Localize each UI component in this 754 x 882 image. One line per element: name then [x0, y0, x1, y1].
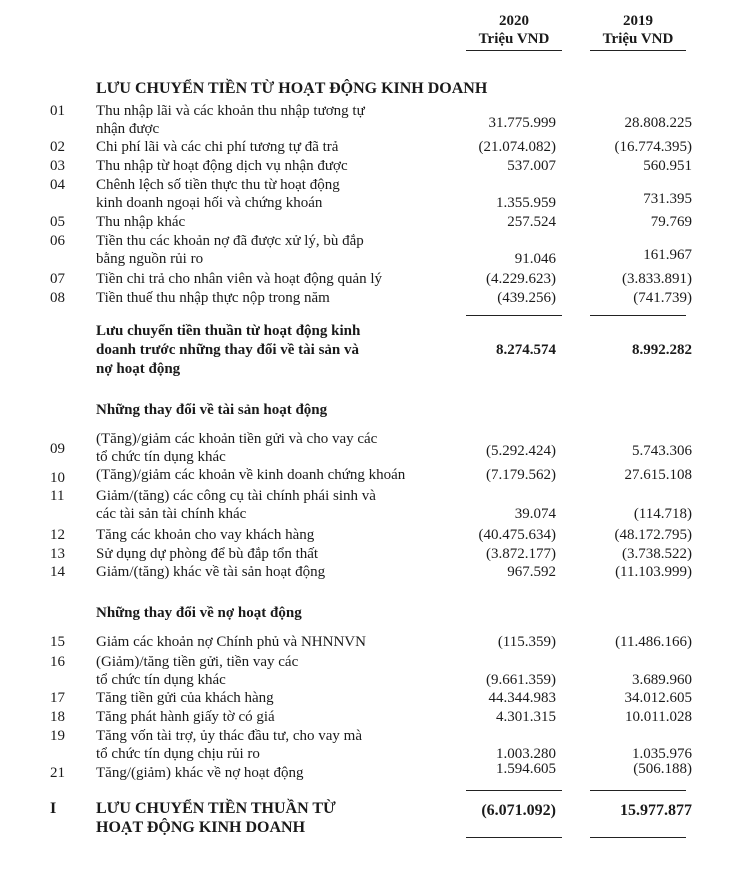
value-2019: 28.808.225 — [624, 115, 692, 131]
value-2020: (21.074.082) — [478, 139, 556, 155]
total-double-rule-2019 — [590, 837, 686, 838]
value-2019: 34.012.605 — [624, 690, 692, 706]
total-value-2020: (6.071.092) — [481, 802, 556, 819]
year-2019: 2019 — [623, 13, 653, 29]
row-label: Tăng phát hành giấy tờ có giá — [96, 709, 275, 725]
value-2019: (506.188) — [633, 761, 692, 777]
row-code: 09 — [50, 441, 65, 457]
row-label: Tăng tiền gửi của khách hàng — [96, 690, 274, 706]
row-code: 07 — [50, 271, 65, 287]
value-2020: 257.524 — [507, 214, 556, 230]
row-code: 15 — [50, 634, 65, 650]
total-label-line1: LƯU CHUYỂN TIỀN THUẦN TỪ — [96, 800, 336, 817]
unit-2019: Triệu VND — [602, 31, 674, 47]
row-code: 12 — [50, 527, 65, 543]
subtotal-value-2020: 8.274.574 — [496, 342, 556, 358]
row-code: 11 — [50, 488, 65, 504]
row-code: 18 — [50, 709, 65, 725]
row-label-line2: nhận được — [96, 121, 160, 137]
row-label-line2: tổ chức tín dụng chịu rủi ro — [96, 746, 260, 762]
value-2020: (439.256) — [497, 290, 556, 306]
row-code: 16 — [50, 654, 65, 670]
value-2020: 1.594.605 — [496, 761, 556, 777]
row-label-line2: các tài sản tài chính khác — [96, 506, 247, 522]
total-rule-2020 — [466, 790, 562, 791]
header-underline-2019 — [590, 50, 686, 51]
row-code: 17 — [50, 690, 65, 706]
subtotal-rule-2019 — [590, 315, 686, 316]
liabilities-section-title: Những thay đổi về nợ hoạt động — [96, 605, 302, 621]
value-2019: 3.689.960 — [632, 672, 692, 688]
row-code: 05 — [50, 214, 65, 230]
row-label: Giảm các khoản nợ Chính phủ và NHNNVN — [96, 634, 366, 650]
assets-section-title: Những thay đổi về tài sản hoạt động — [96, 402, 328, 418]
value-2019: 5.743.306 — [632, 443, 692, 459]
row-code: 10 — [50, 470, 65, 486]
row-label: Sử dụng dự phòng để bù đắp tổn thất — [96, 546, 319, 562]
value-2019: 10.011.028 — [625, 709, 692, 725]
row-code: 21 — [50, 765, 65, 781]
row-label: Thu nhập từ hoạt động dịch vụ nhận được — [96, 158, 348, 174]
value-2019: 27.615.108 — [624, 467, 692, 483]
value-2019: (11.486.166) — [615, 634, 692, 650]
subtotal-rule-2020 — [466, 315, 562, 316]
row-label: (Tăng)/giảm các khoản tiền gửi và cho vay các — [96, 431, 378, 447]
value-2020: (4.229.623) — [486, 271, 556, 287]
subtotal-label-line3: nợ hoạt động — [96, 361, 181, 377]
row-code: 03 — [50, 158, 65, 174]
row-code: 19 — [50, 728, 65, 744]
year-2020: 2020 — [499, 13, 529, 29]
row-label-line2: kinh doanh ngoại hối và chứng khoán — [96, 195, 323, 211]
row-label: Thu nhập khác — [96, 214, 186, 230]
row-code: 06 — [50, 233, 65, 249]
total-rule-2019 — [590, 790, 686, 791]
subtotal-value-2019: 8.992.282 — [632, 342, 692, 358]
row-code: 04 — [50, 177, 65, 193]
value-2020: (9.661.359) — [486, 672, 556, 688]
total-label-line2: HOẠT ĐỘNG KINH DOANH — [96, 819, 306, 836]
subtotal-label-line1: Lưu chuyển tiền thuần từ hoạt động kinh — [96, 323, 361, 339]
value-2019: (3.738.522) — [622, 546, 692, 562]
value-2020: 537.007 — [507, 158, 556, 174]
value-2020: (40.475.634) — [478, 527, 556, 543]
column-header-2020 — [466, 12, 562, 48]
value-2020: (115.359) — [497, 634, 556, 650]
row-label: Tiền chi trả cho nhân viên và hoạt động quản lý — [96, 271, 383, 287]
row-label: Tăng/(giảm) khác về nợ hoạt động — [96, 765, 304, 781]
value-2020: (5.292.424) — [486, 443, 556, 459]
row-label: Tăng các khoản cho vay khách hàng — [96, 527, 315, 543]
value-2019: 161.967 — [643, 247, 692, 263]
value-2019: 1.035.976 — [632, 746, 692, 762]
total-code: I — [50, 800, 57, 817]
value-2019: 731.395 — [643, 191, 692, 207]
row-label: (Giảm)/tăng tiền gửi, tiền vay các — [96, 654, 299, 670]
row-label-line2: tổ chức tín dụng khác — [96, 449, 226, 465]
row-label: Tiền thu các khoản nợ đã được xử lý, bù đắp — [96, 233, 364, 249]
row-label-line2: tổ chức tín dụng khác — [96, 672, 226, 688]
header-underline-2020 — [466, 50, 562, 51]
value-2020: 967.592 — [507, 564, 556, 580]
subtotal-label-line2: doanh trước những thay đổi về tài sản và — [96, 342, 360, 358]
row-label-line2: bằng nguồn rủi ro — [96, 251, 204, 267]
value-2019: (3.833.891) — [622, 271, 692, 287]
value-2020: 91.046 — [514, 251, 556, 267]
value-2020: (3.872.177) — [486, 546, 556, 562]
row-code: 08 — [50, 290, 65, 306]
value-2019: (11.103.999) — [615, 564, 692, 580]
main-section-title: LƯU CHUYỂN TIỀN TỪ HOẠT ĐỘNG KINH DOANH — [96, 80, 488, 97]
row-label: Chi phí lãi và các chi phí tương tự đã trả — [96, 139, 339, 155]
unit-2020: Triệu VND — [478, 31, 550, 47]
row-code: 01 — [50, 103, 65, 119]
value-2020: 4.301.315 — [496, 709, 556, 725]
row-label: (Tăng)/giảm các khoản về kinh doanh chứng khoán — [96, 467, 406, 483]
value-2020: 1.003.280 — [496, 746, 556, 762]
total-value-2019: 15.977.877 — [620, 802, 692, 819]
row-label: Tăng vốn tài trợ, ủy thác đầu tư, cho vay mà — [96, 728, 362, 744]
row-label: Chênh lệch số tiền thực thu từ hoạt động — [96, 177, 340, 193]
value-2020: 31.775.999 — [488, 115, 556, 131]
value-2020: (7.179.562) — [486, 467, 556, 483]
row-label: Thu nhập lãi và các khoản thu nhập tương tự — [96, 103, 365, 119]
value-2019: (114.718) — [633, 506, 692, 522]
value-2019: (741.739) — [633, 290, 692, 306]
row-code: 02 — [50, 139, 65, 155]
row-label: Giảm/(tăng) các công cụ tài chính phái sinh và — [96, 488, 376, 504]
value-2019: (16.774.395) — [614, 139, 692, 155]
row-label: Tiền thuế thu nhập thực nộp trong năm — [96, 290, 330, 306]
column-header-2019 — [590, 12, 686, 48]
value-2020: 44.344.983 — [488, 690, 556, 706]
value-2019: (48.172.795) — [614, 527, 692, 543]
row-label: Giảm/(tăng) khác về tài sản hoạt động — [96, 564, 326, 580]
value-2020: 39.074 — [514, 506, 556, 522]
total-double-rule-2020 — [466, 837, 562, 838]
row-code: 14 — [50, 564, 65, 580]
row-code: 13 — [50, 546, 65, 562]
value-2019: 79.769 — [650, 214, 692, 230]
value-2020: 1.355.959 — [496, 195, 556, 211]
value-2019: 560.951 — [643, 158, 692, 174]
